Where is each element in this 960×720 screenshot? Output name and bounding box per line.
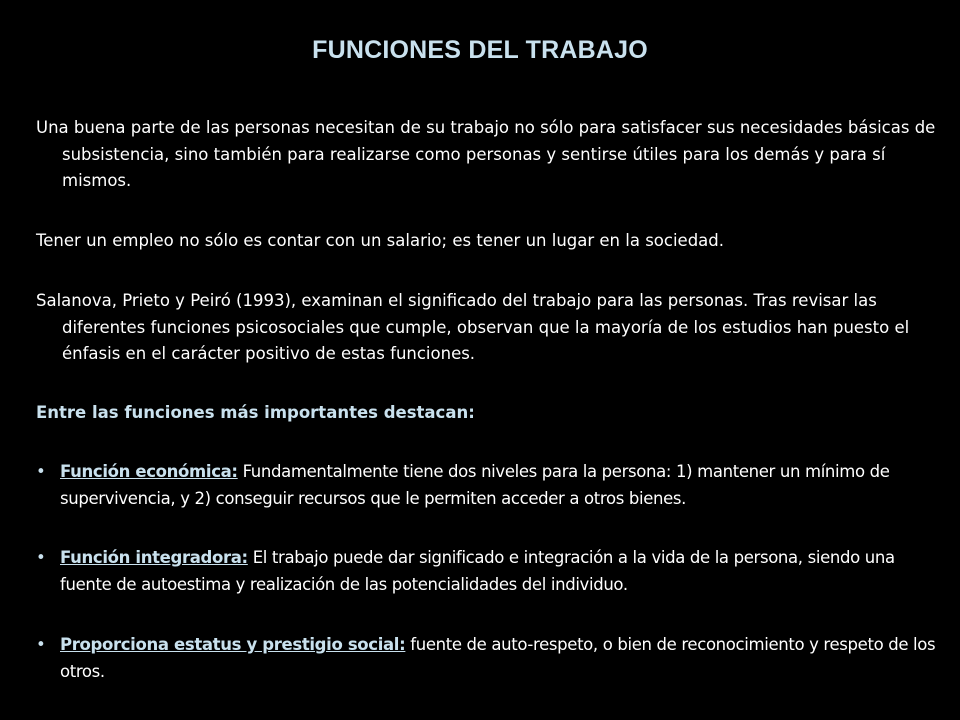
bullet-body [60,632,942,685]
paragraph-salanova: Salanova, Prieto y Peiró (1993), examinan el significado del trabajo para las personas. Tras revisar las diferentes funciones psicosociales que cumple, observan que la mayoría de los estudios han puesto el énfasis en el carácter positivo de estas funciones. [36,291,910,363]
paragraph-intro: Una buena parte de las personas necesitan de su trabajo no sólo para satisfacer sus necesidades básicas de subsistencia, sino también para realizarse como personas y sentirse útiles para los demás y para sí mismos. [36,118,936,190]
lead-in-heading: Entre las funciones más importantes destacan: [36,403,475,422]
bullet-text: fuente de auto-respeto, o bien de reconocimiento y respeto de los otros. [60,635,936,681]
bullet-icon: • [36,548,46,567]
bullet-item-estatus [36,632,942,685]
bullet-body [60,545,942,598]
bullet-text: El trabajo puede dar significado e integración a la vida de la persona, siendo una fuente de autoestima y realización de las potencialidades del individuo. [60,548,895,594]
paragraph-employment: Tener un empleo no sólo es contar con un salario; es tener un lugar en la sociedad. [36,231,724,250]
bullet-icon: • [36,462,46,481]
bullet-text: Fundamentalmente tiene dos niveles para la persona: 1) mantener un mínimo de supervivencia, y 2) conseguir recursos que le permiten acceder a otros bienes. [60,462,890,508]
bullet-item-economica [36,459,942,512]
bullet-item-integradora [36,545,942,598]
bullet-term: Función económica: [60,462,238,481]
bullet-term: Proporciona estatus y prestigio social: [60,635,406,654]
bullet-term: Función integradora: [60,548,248,567]
bullet-icon: • [36,635,46,654]
bullet-body [60,459,942,512]
slide-title: FUNCIONES DEL TRABAJO [312,36,648,64]
